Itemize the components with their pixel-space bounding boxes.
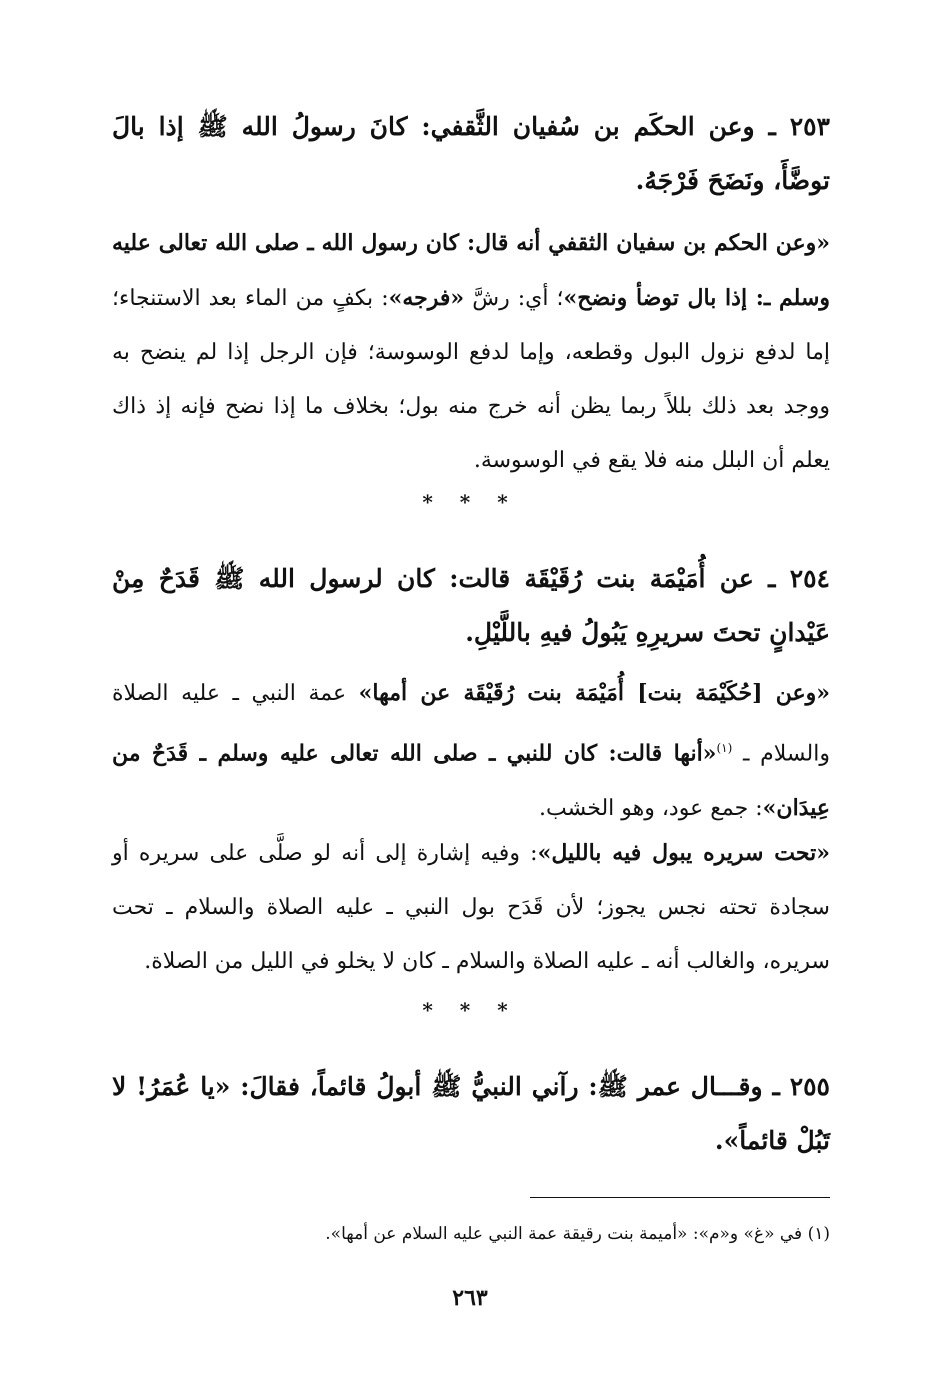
quoted-text: «أنها قالت: كان للنبي ـ صلى الله تعالى عليه وسلم ـ قَدَحٌ من عِيدَان» (112, 740, 830, 822)
commentary-254-a (112, 666, 830, 836)
hadith-254: ٢٥٤ ـ عن أُمَيْمَة بنت رُقَيْقَة قالت: كان لرسول الله ﷺ قَدَحٌ مِنْ عَيْدانٍ تحتَ سريرِهِ يَبُولُ فيهِ باللَّيْلِ. (112, 564, 830, 647)
section-separator: * * * (422, 490, 518, 514)
footnote-divider (530, 1197, 830, 1198)
quoted-text: «وعن الحكم بن سفيان الثقفي أنه قال: كان رسول الله ـ صلى الله تعالى عليه وسلم ـ: إذا بال توضأ ونضح» (112, 230, 831, 311)
quoted-text: «وعن [حُكَيْمَة بنت] أُمَيْمَة بنت رُقَيْقَة عن أمها» (358, 680, 830, 706)
section-separator: * * * (422, 998, 518, 1022)
footnote-marker: (١) (716, 741, 733, 755)
commentary-253 (112, 216, 830, 488)
quoted-text: «تحت سريره يبول فيه بالليل» (537, 840, 830, 866)
quoted-text: «فرجه» (388, 285, 465, 311)
commentary-254-b (112, 826, 830, 989)
hadith-253: ٢٥٣ ـ وعن الحكَم بن سُفيان الثَّقفي: كانَ رسولُ الله ﷺ إذا بالَ توضَّأَ، ونَضَحَ فَرْجَهُ. (112, 112, 830, 195)
hadith-255: ٢٥٥ ـ وقـــال عمر ﷺ: رآني النبيُّ ﷺ أبولُ قائماً، فقالَ: «يا عُمَرُ! لا تَبُلْ قائماً». (112, 1072, 830, 1155)
page-number: ٢٦٣ (452, 1285, 488, 1311)
commentary-text: : جمع عود، وهو الخشب. (539, 796, 763, 822)
commentary-text: : بكفٍ من الماء بعد الاستنجاء؛ إما لدفع نزول البول وقطعه، وإما لدفع الوسوسة؛ فإن الرجل إذا لم ينضح به ووجد بعد ذلك بللاً ربما يظن أنه خرج منه بول؛ بخلاف ما إذا نضح فإنه إذ ذاك يعلم أن البلل منه فلا يقع في الوسوسة. (112, 286, 830, 473)
commentary-text: ؛ أي: رشَّ (464, 286, 564, 311)
footnote: (١) في «غ» و«م»: «أميمة بنت رقيقة عمة النبي عليه السلام عن أمها». (325, 1224, 830, 1244)
commentary-text: : وفيه إشارة إلى أنه لو صلَّى على سريره أو سجادة تحته نجس يجوز؛ لأن قَدَح بول النبي ـ عليه الصلاة والسلام ـ تحت سريره، والغالب أنه ـ عليه الصلاة والسلام ـ كان لا يخلو في الليل من الصلاة. (112, 841, 830, 974)
commentary-text: عمة النبي ـ عليه الصلاة والسلام ـ (112, 681, 830, 767)
